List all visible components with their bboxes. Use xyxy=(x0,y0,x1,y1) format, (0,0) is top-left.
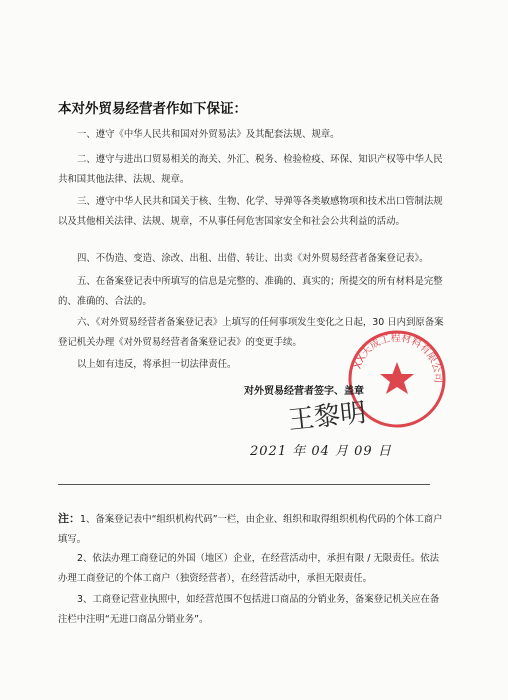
clause-4: 四、不伪造、变造、涂改、出租、出借、转让、出卖《对外贸易经营者备案登记表》。 xyxy=(77,253,429,264)
liability-statement: 以上如有违反，将承担一切法律责任。 xyxy=(77,359,237,370)
signer-label: 对外贸易经营者签字、盖章 xyxy=(244,386,364,397)
clause-3: 三、遵守中华人民共和国关于核、生物、化学、导弹等各类敏感物项和技术出口管制法规以及其他相关法律、法规、规章，不从事任何危害国家安全和社会公共利益的活动。 xyxy=(58,196,443,227)
clause-6: 六、《对外贸易经营者备案登记表》上填写的任何事项发生变化之日起，30 日内到原备案登记机关办理《对外贸易经营者备案登记表》的变更手续。 xyxy=(58,317,444,348)
note-label: 注： xyxy=(58,512,80,525)
note-1 xyxy=(58,509,446,550)
note-1-text: 1、备案登记表中“组织机构代码”一栏，由企业、组织和取得组织机构代码的个体工商户填写。 xyxy=(58,514,443,545)
signing-date: 2021 年 04 月 09 日 xyxy=(250,444,392,459)
star-icon xyxy=(380,362,414,394)
handwritten-signature: 王黎明 xyxy=(286,397,368,436)
clause-2: 二、遵守与进出口贸易相关的海关、外汇、税务、检验检疫、环保、知识产权等中华人民共和国其他法律、法规、规章。 xyxy=(58,154,443,185)
page-heading: 本对外贸易经营者作如下保证： xyxy=(58,101,247,117)
note-2: 2、依法办理工商登记的外国（地区）企业，在经营活动中，承担有限 / 无限责任。依法办理工商登记的个体工商户（独资经营者），在经营活动中，承担无限责任。 xyxy=(58,553,439,584)
clause-5: 五、在备案登记表中所填写的信息是完整的、准确的、真实的；所提交的所有材料是完整的、准确的、合法的。 xyxy=(58,276,443,307)
seal-text: XX天成工程材料有限公司 xyxy=(352,332,444,384)
note-3: 3、工商登记营业执照中，如经营范围不包括进口商品的分销业务，备案登记机关应在备注栏中注明“无进口商品分销业务”。 xyxy=(58,594,440,625)
clause-1: 一、遵守《中华人民共和国对外贸易法》及其配套法规、规章。 xyxy=(77,129,340,140)
section-divider xyxy=(58,484,430,485)
